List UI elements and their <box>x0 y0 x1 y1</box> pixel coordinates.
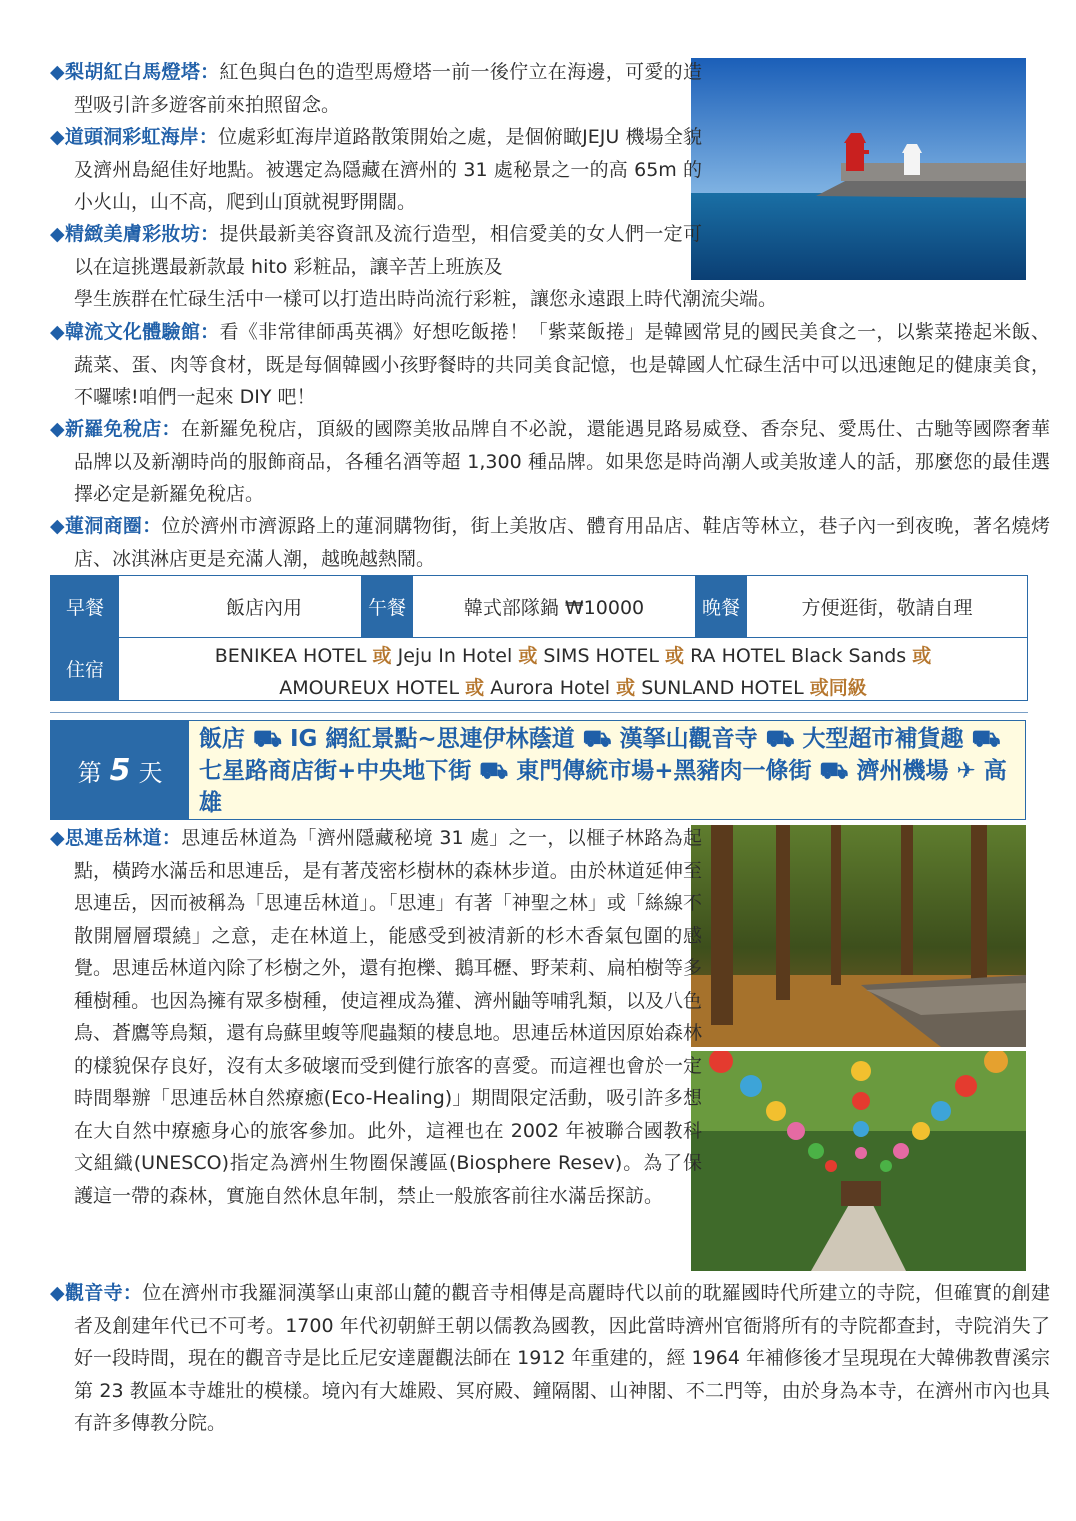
lantern-path-photo <box>691 1051 1026 1271</box>
diamond-bullet-icon: ◆ <box>50 223 65 245</box>
or-connector: 或 <box>665 645 685 667</box>
section-text: 學生族群在忙碌生活中一樣可以打造出時尚流行彩粧，讓您永遠跟上時代潮流尖端。 <box>74 288 778 310</box>
diamond-bullet-icon: ◆ <box>50 126 65 148</box>
section-beauty-shop <box>50 218 702 283</box>
meal-table <box>50 575 1028 701</box>
section-text: 提供最新美容資訊及流行造型，相信愛美的女人們一定可以在這挑選最新款最 hito 彩粧品，讓辛苦上班族及 <box>74 223 702 278</box>
diamond-bullet-icon: ◆ <box>50 61 65 83</box>
section-rainbow-coast <box>50 121 702 219</box>
dinner-label: 晚餐 <box>695 576 747 637</box>
hotel-name: SIMS HOTEL <box>543 645 659 667</box>
section-heading: 思連岳林道： <box>64 827 182 849</box>
diamond-bullet-icon: ◆ <box>50 321 65 343</box>
section-text: 思連岳林道為「濟州隱藏秘境 31 處」之一，以榧子林路為起點，橫跨水滿岳和思連岳，是有著茂密杉樹林的森林步道。由於林道延伸至思連岳，因而被稱為「思連岳林道」。「思連」有著「神聖之林」或「絲線不散開層層環繞」之意，走在林道上，能感受到被清新的杉木香氣包圍的感覺。思連岳林道內除了杉樹之外，還有抱櫟、鵝耳櫪、野茉莉、扁柏樹等多種樹種。也因為擁有眾多樹種，使這裡成為獾、濟州鼬等哺乳類，以及八色鳥、蒼鷹等鳥類，還有烏蘇里蝮等爬蟲類的棲息地。思連岳林道因原始森林的樣貌保存良好，沒有太多破壞而受到健行旅客的喜愛。而這裡也會於一定時間舉辦「思連岳林自然療癒(Eco-Healing)」期間限定活動，吸引許多想在大自然中療癒身心的旅客參加。此外，這裡也在 2002 年被聯合國教科文組織(UNESCO)指定為濟州生物圈保護區(Biosphere Resev)。為了保護這一帶的森林，實施自然休息年制，禁止一般旅客前往水滿岳探訪。 <box>74 827 702 1207</box>
section-heading: 道頭洞彩虹海岸： <box>64 126 219 148</box>
section-heading: 精緻美膚彩妝坊： <box>64 223 220 245</box>
breakfast-value: 飯店內用 <box>225 597 302 619</box>
or-connector: 或 <box>372 645 392 667</box>
section-lighthouse <box>50 56 702 121</box>
section-beauty-shop-cont <box>74 283 1024 316</box>
section-heading: 蓮洞商圈： <box>64 515 162 537</box>
section-kculture <box>50 316 1050 414</box>
diamond-bullet-icon: ◆ <box>50 515 65 537</box>
day-itinerary: 飯店 ⛟ IG 網紅景點~思連伊林蔭道 ⛟ 漢拏山觀音寺 ⛟ 大型超市補貨趣 ⛟ 七星路商店街+中央地下街 ⛟ 東門傳統市場+黑豬肉一條街 ⛟ 濟州機場 ✈ 高雄 <box>199 726 1007 816</box>
diamond-bullet-icon: ◆ <box>50 1282 65 1304</box>
or-connector: 或 <box>518 645 538 667</box>
breakfast-label: 早餐 <box>51 576 119 637</box>
lighthouse-photo <box>691 58 1026 280</box>
lunch-value: 韓式部隊鍋 ₩10000 <box>463 597 645 619</box>
or-similar: 或同級 <box>809 677 867 699</box>
hotel-name: RA HOTEL Black Sands <box>690 645 907 667</box>
section-heading: 韓流文化體驗館： <box>64 321 220 343</box>
section-text: 位在濟州市我羅洞漢拏山東部山麓的觀音寺相傳是高麗時代以前的耽羅國時代所建立的寺院，但確實的創建者及創建年代已不可考。1700 年代初朝鮮王朝以儒教為國教，因此當時濟州官衙將所有的寺院都查封，寺院消失了好一段時間，現在的觀音寺是比丘尼安達麗觀法師在 1912 年重建的，經 1964 年補修後才呈現現在大韓佛教曹溪宗第 23 教區本寺雄壯的模樣。境內有大雄殿、冥府殿、鐘隔閣、山神閣、不二門等，由於身為本寺，在濟州市內也具有許多傳教分院。 <box>74 1282 1050 1434</box>
diamond-bullet-icon: ◆ <box>50 418 65 440</box>
hotel-name: BENIKEA HOTEL <box>214 645 367 667</box>
section-gwaneumsa <box>50 1277 1050 1440</box>
section-text: 在新羅免稅店，頂級的國際美妝品牌自不必說，還能遇見路易威登、香奈兒、愛馬仕、古馳等國際奢華品牌以及新潮時尚的服飾商品，各種名酒等超 1,300 種品牌。如果您是時尚潮人或美妝達人的話，那麼您的最佳選擇必定是新羅免稅店。 <box>74 418 1050 505</box>
day-suffix: 天 <box>138 758 163 787</box>
hotel-name: Aurora Hotel <box>490 677 611 699</box>
day-banner <box>50 720 1026 820</box>
or-connector: 或 <box>465 677 485 699</box>
section-saryeoni-forest <box>50 822 702 1212</box>
hotel-list <box>119 637 1027 700</box>
section-dutyfree <box>50 413 1050 511</box>
or-connector: 或 <box>912 645 932 667</box>
section-yeondong <box>50 510 1050 575</box>
section-heading: 梨胡紅白馬燈塔： <box>64 61 220 83</box>
hotel-name: Jeju In Hotel <box>397 645 513 667</box>
day-number: 5 <box>109 752 131 788</box>
lodging-label: 住宿 <box>51 637 119 700</box>
day-label <box>51 721 189 819</box>
dinner-value: 方便逛街，敬請自理 <box>801 597 973 619</box>
section-heading: 新羅免稅店： <box>64 418 181 440</box>
or-connector: 或 <box>616 677 636 699</box>
section-heading: 觀音寺： <box>64 1282 143 1304</box>
lunch-label: 午餐 <box>361 576 413 637</box>
diamond-bullet-icon: ◆ <box>50 827 65 849</box>
hotel-name: AMOUREUX HOTEL <box>279 677 460 699</box>
forest-trail-photo <box>691 825 1026 1047</box>
section-text: 位於濟州市濟源路上的蓮洞購物街，街上美妝店、體育用品店、鞋店等林立，巷子內一到夜晚，著名燒烤店、冰淇淋店更是充滿人潮，越晚越熱鬧。 <box>74 515 1050 570</box>
divider <box>50 712 1028 713</box>
section-text: 看《非常律師禹英禑》好想吃飯捲！「紫菜飯捲」是韓國常見的國民美食之一，以紫菜捲起米飯、蔬菜、蛋、肉等食材，既是每個韓國小孩野餐時的共同美食記憶，也是韓國人忙碌生活中可以迅速飽足的健康美食，不囉嗦!咱們一起來 DIY 吧！ <box>74 321 1050 408</box>
hotel-name: SUNLAND HOTEL <box>641 677 804 699</box>
section-text: 位處彩虹海岸道路散策開始之處，是個俯瞰JEJU 機場全貌及濟州島絕佳好地點。被選定為隱藏在濟州的 31 處秘景之一的高 65m 的小火山，山不高，爬到山頂就視野開闊。 <box>74 126 702 213</box>
day-prefix: 第 <box>77 758 102 787</box>
section-text: 紅色與白色的造型馬燈塔一前一後佇立在海邊，可愛的造型吸引許多遊客前來拍照留念。 <box>74 61 702 116</box>
